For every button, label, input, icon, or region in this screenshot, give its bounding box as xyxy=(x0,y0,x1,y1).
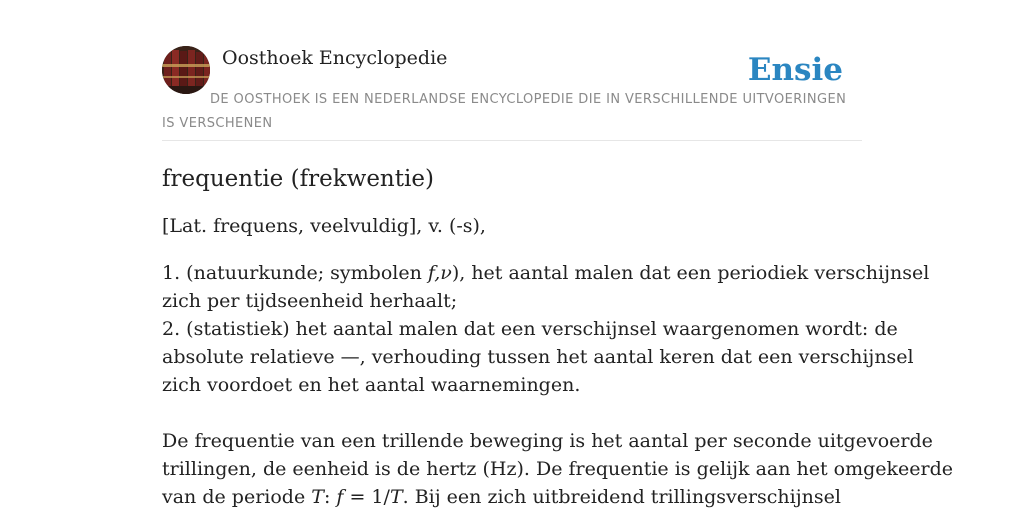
article xyxy=(162,162,954,511)
symbols: f,ν xyxy=(427,262,452,284)
tagline: DE OOSTHOEK IS EEN NEDERLANDSE ENCYCLOPEDIE DIE IN VERSCHILLENDE UITVOERINGEN IS VERSCHENEN xyxy=(162,92,847,131)
source-name[interactable]: Oosthoek Encyclopedie xyxy=(222,47,448,69)
brand-logo[interactable]: Ensie xyxy=(747,52,843,88)
paragraph-text: van de periode xyxy=(162,486,312,508)
symbol-T: T xyxy=(389,486,403,508)
paragraph-line-2: trillingen, de eenheid is de hertz (Hz). De frequentie is gelijk aan het omgekeerde xyxy=(162,458,954,480)
definition-1-text-cont: ), het aantal malen dat een periodiek verschijnsel xyxy=(451,262,930,284)
definition-1-text: 1. (natuurkunde; symbolen xyxy=(162,262,428,284)
definition-1-line-1 xyxy=(162,259,930,287)
definitions xyxy=(162,259,930,399)
paragraph-line-1: De frequentie van een trillende beweging is het aantal per seconde uitgevoerde xyxy=(162,430,933,452)
avatar[interactable] xyxy=(162,46,210,94)
definition-2-line-3: zich voordoet en het aantal waarnemingen. xyxy=(162,374,581,396)
definition-2-line-2: absolute relatieve —, verhouding tussen het aantal keren dat een verschijnsel xyxy=(162,346,914,368)
header xyxy=(162,46,862,141)
article-title: frequentie (frekwentie) xyxy=(162,166,434,192)
definition-2-line-1: 2. (statistiek) het aantal malen dat een verschijnsel waargenomen wordt: de xyxy=(162,318,898,340)
paragraph-line-3 xyxy=(162,483,862,511)
equation: = 1/ xyxy=(343,486,390,508)
etymology: [Lat. frequens, veelvuldig], v. (-s), xyxy=(162,215,486,237)
definition-1-line-2: zich per tijdseenheid herhaalt; xyxy=(162,290,458,312)
symbol-T: T xyxy=(311,486,324,508)
paragraph-text-cont: . Bij een zich uitbreidend trillingsverschijnsel xyxy=(402,486,841,508)
symbol-f: f xyxy=(336,486,344,508)
body-paragraph xyxy=(162,427,954,511)
colon: : xyxy=(323,486,337,508)
encyclopedia-books-icon xyxy=(162,46,210,94)
